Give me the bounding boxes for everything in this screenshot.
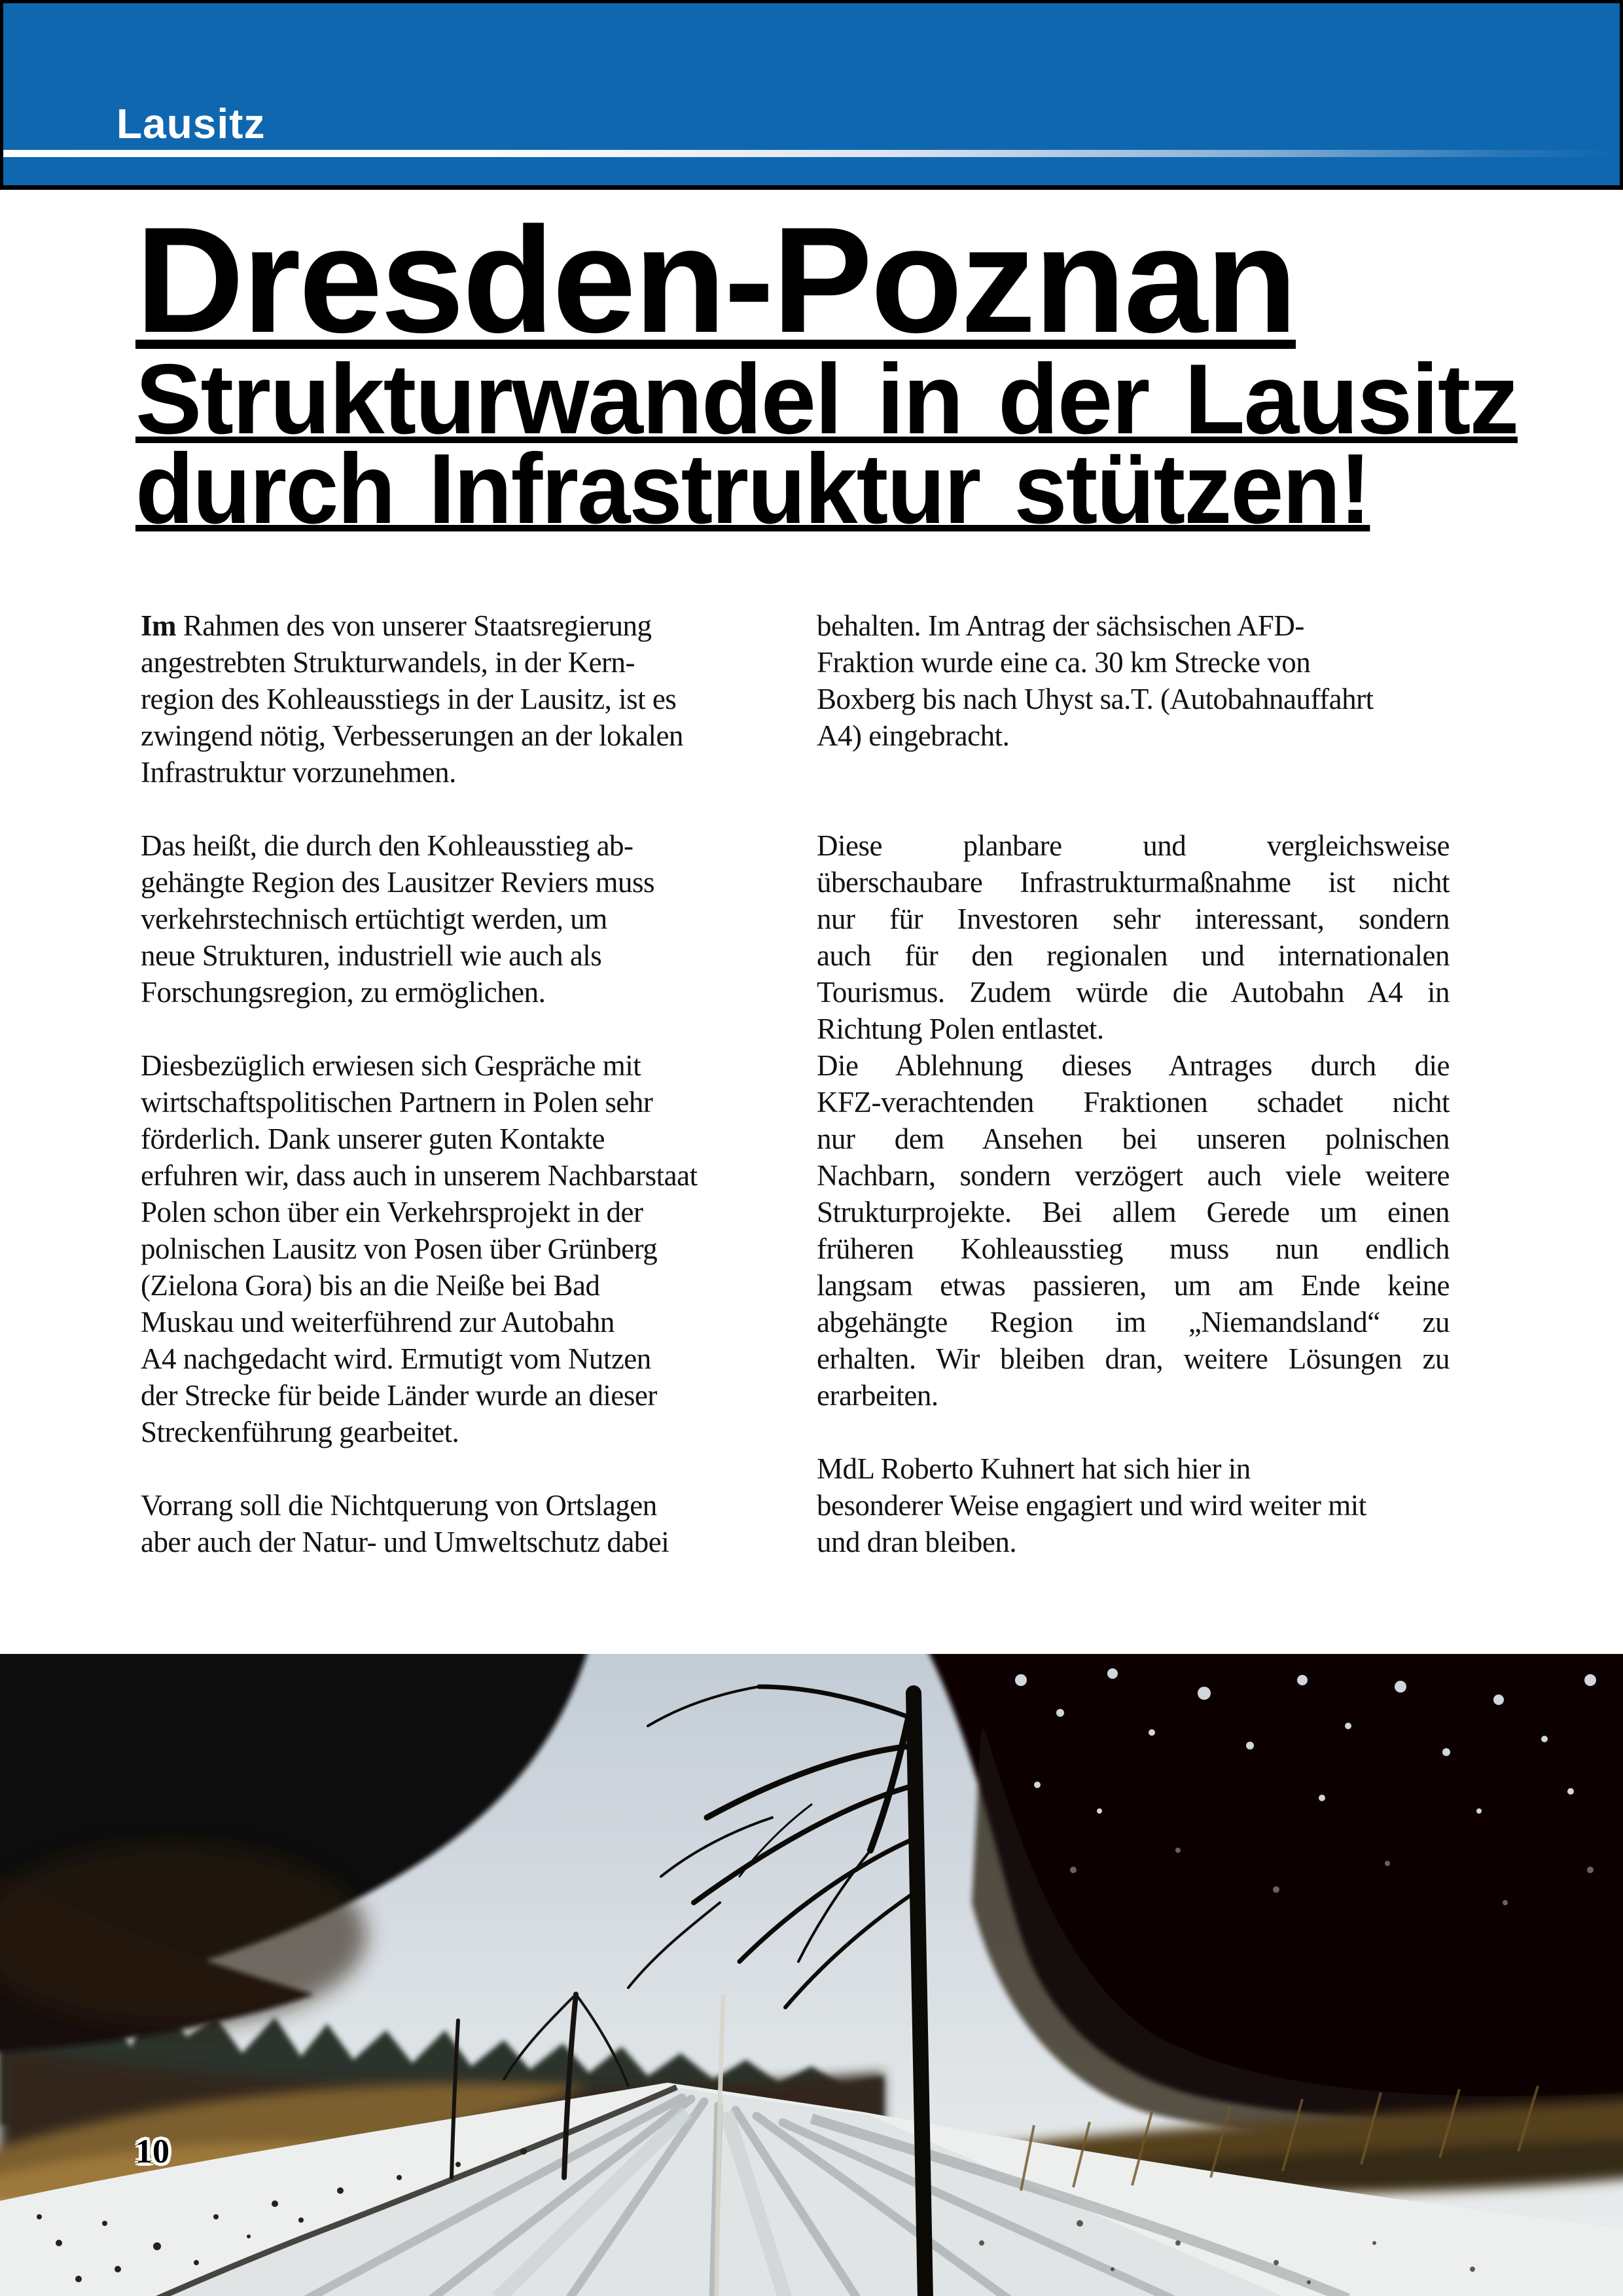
text-line: der Strecke für beide Länder wurde an dieser: [141, 1379, 657, 1412]
text-line: Boxberg bis nach Uhyst sa.T. (Autobahnauffahrt: [817, 683, 1374, 715]
text-line: langsam etwas passieren, um am Ende keine: [817, 1269, 1450, 1302]
text-line: neue Strukturen, industriell wie auch als: [141, 939, 602, 972]
text-line: erhalten. Wir bleiben dran, weitere Lösungen zu: [817, 1342, 1450, 1375]
article-paragraph: [141, 1487, 759, 1560]
article-title: Dresden-Poznan: [135, 196, 1296, 364]
text-line: Vorrang soll die Nichtquerung von Ortslagen: [141, 1489, 657, 1522]
text-line: Forschungsregion, zu ermöglichen.: [141, 976, 546, 1009]
article-paragraph: [817, 607, 1450, 754]
text-line: region des Kohleausstiegs in der Lausitz, ist es: [141, 683, 677, 715]
section-label: Lausitz: [116, 100, 266, 147]
text-line: erarbeiten.: [817, 1379, 938, 1412]
article-column-right: [817, 607, 1450, 1597]
text-line: Die Ablehnung dieses Antrages durch die: [817, 1049, 1450, 1082]
text-line: auch für den regionalen und internationalen: [817, 939, 1450, 972]
text-line: polnischen Lausitz von Posen über Grünberg: [141, 1232, 658, 1265]
text-line: wirtschaftspolitischen Partnern in Polen sehr: [141, 1086, 653, 1119]
text-line: gehängte Region des Lausitzer Reviers muss: [141, 866, 655, 899]
text-line: KFZ-verachtenden Fraktionen schadet nicht: [817, 1086, 1450, 1119]
text-line: erfuhren wir, dass auch in unserem Nachbarstaat: [141, 1159, 698, 1192]
text-line: Polen schon über ein Verkehrsprojekt in der: [141, 1196, 643, 1229]
text-line: Diesbezüglich erwiesen sich Gespräche mit: [141, 1049, 641, 1082]
article-paragraph: [817, 1047, 1450, 1414]
text-line: Richtung Polen entlastet.: [817, 1013, 1104, 1045]
text-line: Fraktion wurde eine ca. 30 km Strecke von: [817, 646, 1311, 679]
article-paragraph: [141, 827, 759, 1011]
text-line: und dran bleiben.: [817, 1526, 1017, 1558]
text-line: besonderer Weise engagiert und wird weiter mit: [817, 1489, 1366, 1522]
text-line: Im Rahmen des von unserer Staatsregierung: [141, 609, 652, 642]
section-header-bar: [0, 0, 1623, 190]
article-column-left: [141, 607, 759, 1597]
article-paragraph: [817, 1450, 1450, 1560]
text-line: Streckenführung gearbeitet.: [141, 1416, 459, 1448]
text-line: Strukturprojekte. Bei allem Gerede um einen: [817, 1196, 1450, 1229]
text-line: nur dem Ansehen bei unseren polnischen: [817, 1122, 1450, 1155]
article-subtitle-line1: Strukturwandel in der Lausitz: [135, 344, 1518, 455]
text-line: (Zielona Gora) bis an die Neiße bei Bad: [141, 1269, 600, 1302]
article-subtitle-line2: durch Infrastruktur stützen!: [135, 433, 1370, 545]
text-line: MdL Roberto Kuhnert hat sich hier in: [817, 1452, 1251, 1485]
text-line: Muskau und weiterführend zur Autobahn: [141, 1306, 615, 1338]
text-line: förderlich. Dank unserer guten Kontakte: [141, 1122, 605, 1155]
article-paragraph: [817, 827, 1450, 1047]
text-line: zwingend nötig, Verbesserungen an der lokalen: [141, 719, 683, 752]
photo-illustration: [0, 1654, 1623, 2296]
text-line: verkehrstechnisch ertüchtigt werden, um: [141, 903, 607, 935]
text-line: A4 nachgedacht wird. Ermutigt vom Nutzen: [141, 1342, 651, 1375]
article-paragraph: [141, 607, 759, 791]
text-line: Diese planbare und vergleichsweise: [817, 829, 1450, 862]
text-line: angestrebten Strukturwandels, in der Kern-: [141, 646, 635, 679]
article-paragraph: [141, 1047, 759, 1450]
text-line: abgehängte Region im „Niemandsland“ zu: [817, 1306, 1450, 1338]
header-gradient-stripe: [3, 150, 1614, 157]
text-line: Das heißt, die durch den Kohleausstieg ab-: [141, 829, 633, 862]
text-line: früheren Kohleausstieg muss nun endlich: [817, 1232, 1450, 1265]
text-line: überschaubare Infrastrukturmaßnahme ist nicht: [817, 866, 1450, 899]
page-number: 10: [135, 2133, 169, 2170]
text-line: Nachbarn, sondern verzögert auch viele weitere: [817, 1159, 1450, 1192]
photo-winter-road: [0, 1654, 1623, 2296]
text-line: A4) eingebracht.: [817, 719, 1010, 752]
text-line: aber auch der Natur- und Umweltschutz dabei: [141, 1526, 669, 1558]
text-line: nur für Investoren sehr interessant, sondern: [817, 903, 1450, 935]
text-line: Tourismus. Zudem würde die Autobahn A4 in: [817, 976, 1450, 1009]
text-line: behalten. Im Antrag der sächsischen AFD-: [817, 609, 1304, 642]
text-line: Infrastruktur vorzunehmen.: [141, 756, 456, 789]
